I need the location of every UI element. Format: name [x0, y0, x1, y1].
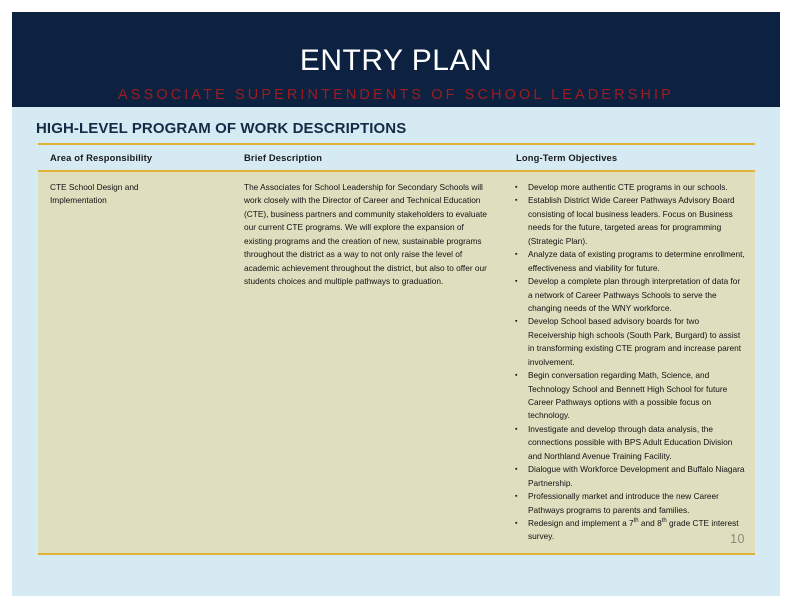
objective-item — [510, 315, 747, 369]
area-line-1: CTE School Design and — [50, 182, 139, 192]
bullet-square-icon: ▪ — [515, 372, 518, 380]
objectives-list — [510, 181, 747, 544]
page-title: ENTRY PLAN — [299, 44, 493, 77]
title-band — [12, 12, 780, 107]
bullet-square-icon: ▪ — [515, 466, 518, 474]
bullet-square-icon: ▪ — [515, 425, 518, 433]
objective-text: Begin conversation regarding Math, Science, and Technology School and Bennett High School for future Career Pathways options with a possible focus on technology. — [528, 370, 728, 421]
bullet-square-icon: ▪ — [515, 197, 518, 205]
page-subtitle: ASSOCIATE SUPERINTENDENTS OF SCHOOL LEADERSHIP — [118, 87, 674, 103]
objective-item — [510, 275, 747, 315]
objective-item — [510, 248, 747, 275]
objective-text: Analyze data of existing programs to determine enrollment, effectiveness and viability for future. — [528, 249, 745, 273]
cell-area-of-responsibility — [38, 171, 234, 554]
brief-description-text: The Associates for School Leadership for Secondary Schools will work closely with the Director of Career and Technical Education (CTE), business partners and community stakeholders to evaluate our current CTE programs. We will explore the expansion of existing programs and the creation of new, sustainable programs throughout the district as a way to not only raise the level of academic achievement throughout the district, but also to offer our students choices and multiple pathways to graduation. — [244, 182, 488, 287]
objective-text: Redesign and implement a 7th and 8th grade CTE interest survey. — [528, 517, 739, 542]
bullet-square-icon: ▪ — [515, 278, 518, 286]
objective-item — [510, 194, 747, 248]
bullet-square-icon: ▪ — [515, 519, 518, 527]
objective-item — [510, 517, 747, 544]
bullet-square-icon: ▪ — [515, 251, 518, 259]
cell-brief-description — [234, 171, 506, 554]
objective-item — [510, 423, 747, 463]
objective-item — [510, 463, 747, 490]
objective-text: Dialogue with Workforce Development and Buffalo Niagara Partnership. — [528, 464, 745, 488]
column-header-long-term-objectives: Long-Term Objectives — [506, 144, 755, 171]
bullet-square-icon: ▪ — [515, 493, 518, 501]
table-header-row — [38, 144, 755, 171]
objective-text: Develop School based advisory boards for two Receivership high schools (South Park, Burgard) to assist in transforming existing CTE program and increase parent involvement. — [528, 316, 742, 367]
objective-item — [510, 369, 747, 423]
table-row — [38, 171, 755, 554]
column-header-brief-description: Brief Description — [234, 144, 506, 171]
bullet-square-icon: ▪ — [515, 184, 518, 191]
objective-text: Professionally market and introduce the new Career Pathways programs to parents and families. — [528, 491, 719, 515]
objective-text: Investigate and develop through data analysis, the connections possible with BPS Adult Education Division and Northland Avenue Training Facility. — [528, 423, 733, 461]
section-heading: HIGH-LEVEL PROGRAM OF WORK DESCRIPTIONS — [36, 120, 407, 137]
area-line-2: Implementation — [50, 195, 107, 206]
cell-long-term-objectives — [506, 171, 755, 554]
bullet-square-icon: ▪ — [515, 318, 518, 326]
objective-item — [510, 181, 747, 194]
objective-text: Develop a complete plan through interpretation of data for a network of Career Pathways Schools to serve the changing needs of the WNY workforce. — [528, 276, 741, 313]
content-panel — [12, 107, 780, 596]
column-header-area-of-responsibility: Area of Responsibility — [38, 144, 234, 171]
page-number: 10 — [730, 531, 745, 546]
objective-text: Develop more authentic CTE programs in our schools. — [528, 182, 728, 192]
program-of-work-table — [38, 143, 755, 555]
objective-text: Establish District Wide Career Pathways Advisory Board consisting of local business leaders. Focus on Business needs for the future, targeted areas for programming (Strategic Plan). — [528, 195, 735, 246]
objective-item — [510, 490, 747, 517]
